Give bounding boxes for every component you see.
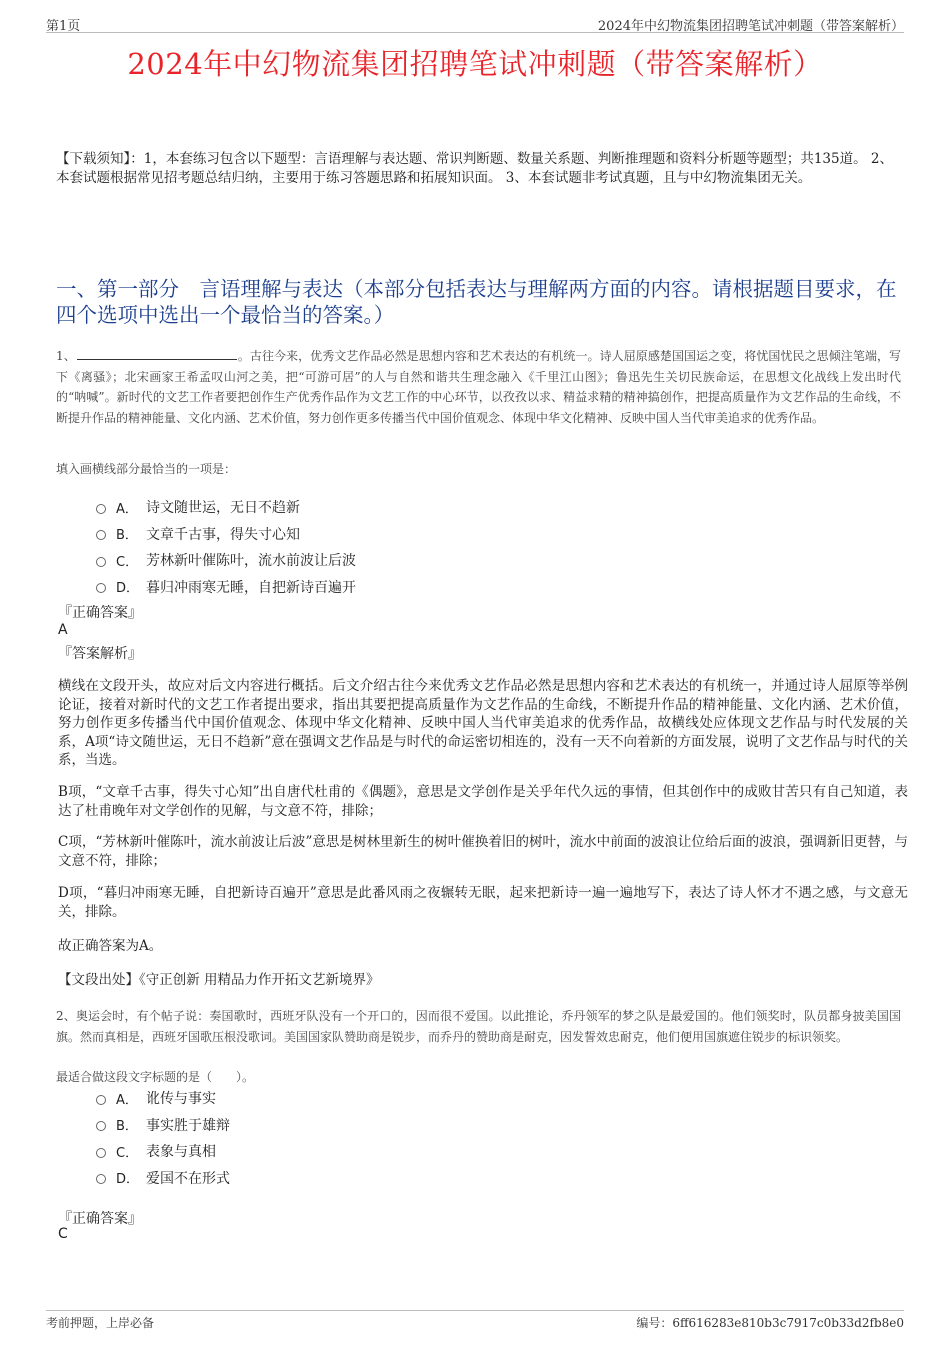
radio-icon[interactable] bbox=[96, 1095, 106, 1105]
analysis-paragraph: C项，“芳林新叶催陈叶，流水前波让后波”意思是树林里新生的树叶催换着旧的树叶，流水中前面的波浪让位给后面的波浪，强调新旧更替，与文意不符，排除； bbox=[58, 834, 908, 869]
question-1-prompt: 填入画横线部分最恰当的一项是： bbox=[56, 462, 237, 476]
option-letter: A． bbox=[116, 1092, 138, 1108]
question-number: 1、 bbox=[56, 349, 76, 363]
option-text: 表象与真相 bbox=[146, 1144, 216, 1161]
option-text: 诗文随世运，无日不趋新 bbox=[146, 500, 300, 517]
radio-icon[interactable] bbox=[96, 1174, 106, 1184]
option-letter: B． bbox=[116, 1119, 138, 1135]
footer-slogan: 考前押题，上岸必备 bbox=[46, 1316, 155, 1330]
question-2-options bbox=[96, 1085, 230, 1191]
option-d[interactable] bbox=[96, 1165, 230, 1192]
correct-answer: A bbox=[58, 622, 68, 638]
option-text: 爱国不在形式 bbox=[146, 1170, 230, 1187]
source-citation: 【文段出处】《守正创新 用精品力作开拓文艺新境界》 bbox=[58, 972, 380, 988]
analysis-conclusion: 故正确答案为A。 bbox=[58, 938, 163, 954]
radio-icon[interactable] bbox=[96, 557, 106, 567]
question-1-text bbox=[56, 346, 901, 428]
option-letter: D． bbox=[116, 581, 140, 597]
option-letter: A． bbox=[116, 501, 138, 517]
option-text: 讹传与事实 bbox=[146, 1091, 216, 1108]
footer-serial-number: 编号：6ff616283e810b3c7917c0b33d2fb8e0 bbox=[636, 1316, 904, 1330]
option-letter: B． bbox=[116, 528, 138, 544]
question-passage: 。古往今来，优秀文艺作品必然是思想内容和艺术表达的有机统一。诗人屈原感楚国国运之变，将忧国忧民之思倾注笔端，写下《离骚》；北宋画家王希孟叹山河之美，把“可游可居”的人与自然和谐共生理念融入《千里江山图》；鲁迅先生关切民族命运，在思想文化战线上发出时代的“呐喊”。新时代的文艺工作者要把创作生产优秀作品作为文艺工作的中心环节，以孜孜以求、精益求精的精神搞创作，把提高质量作为文艺作品的生命线，不断提升作品的精神能量、文化内涵、艺术价值，努力创作更多传播当代中国价值观念、体现中华文化精神、反映中国人当代审美追求的优秀作品。 bbox=[56, 349, 901, 425]
analysis-paragraph: D项，“暮归冲雨寒无睡，自把新诗百遍开”意思是此番风雨之夜辗转无眠，起来把新诗一遍一遍地写下，表达了诗人怀才不遇之感，与文意无关，排除。 bbox=[58, 885, 908, 920]
option-letter: C． bbox=[116, 554, 139, 570]
analysis-paragraph: 横线在文段开头，故应对后文内容进行概括。后文介绍古往今来优秀文艺作品必然是思想内容和艺术表达的有机统一，并通过诗人屈原等举例论证，接着对新时代的文艺工作者提出要求，指出其要把提高质量作为文艺作品的生命线，不断提升作品的精神能量、文化内涵、艺术价值，努力创作更多传播当代中国价值观念、体现中华文化精神、反映中国人当代审美追求的优秀作品，故横线处应体现文艺作品与时代发展的关系，A项“诗文随世运，无日不趋新”意在强调文艺作品是与时代的命运密切相连的，没有一天不向着新的方面发展，说明了文艺作品与时代的关系，当选。 bbox=[58, 678, 908, 768]
option-b[interactable] bbox=[96, 521, 356, 548]
header-doc-title: 2024年中幻物流集团招聘笔试冲刺题（带答案解析） bbox=[597, 19, 904, 34]
page-title: 2024年中幻物流集团招聘笔试冲刺题（带答案解析） bbox=[127, 47, 823, 81]
analysis-label: 『答案解析』 bbox=[58, 646, 142, 662]
correct-answer-label: 『正确答案』 bbox=[58, 1211, 142, 1227]
page-number: 第1页 bbox=[46, 19, 81, 34]
header-divider bbox=[46, 32, 904, 33]
option-letter: D． bbox=[116, 1172, 140, 1188]
fill-blank-line bbox=[77, 347, 237, 360]
correct-answer-label: 『正确答案』 bbox=[58, 605, 142, 621]
question-2-text: 2、奥运会时，有个帖子说：奏国歌时，西班牙队没有一个开口的，因而很不爱国。以此推论，乔丹领军的梦之队是最爱国的。他们领奖时，队员都身披美国国旗。然而真相是，西班牙国歌压根没歌词。美国国家队赞助商是锐步，而乔丹的赞助商是耐克，因发誓效忠耐克，他们便用国旗遮住锐步的标识领奖。 bbox=[56, 1009, 901, 1044]
option-b[interactable] bbox=[96, 1112, 230, 1139]
footer-divider bbox=[46, 1310, 904, 1311]
option-text: 事实胜于雄辩 bbox=[146, 1117, 230, 1134]
question-2-prompt: 最适合做这段文字标题的是（ ）。 bbox=[56, 1070, 255, 1084]
download-notice: 【下载须知】：1，本套练习包含以下题型：言语理解与表达题、常识判断题、数量关系题、判断推理题和资料分析题等题型；共135道。 2、本套试题根据常见招考题总结归纳，主要用于练习答题思路和拓展知识面。 3、本套试题非考试真题，且与中幻物流集团无关。 bbox=[56, 151, 893, 186]
option-d[interactable] bbox=[96, 574, 356, 601]
radio-icon[interactable] bbox=[96, 1148, 106, 1158]
section-heading: 一、第一部分 言语理解与表达（本部分包括表达与理解两方面的内容。请根据题目要求，在四个选项中选出一个最恰当的答案。） bbox=[56, 277, 897, 327]
radio-icon[interactable] bbox=[96, 1121, 106, 1131]
radio-icon[interactable] bbox=[96, 583, 106, 593]
option-a[interactable] bbox=[96, 1085, 230, 1112]
analysis-paragraph: B项，“文章千古事，得失寸心知”出自唐代杜甫的《偶题》，意思是文学创作是关乎年代久远的事情，但其创作中的成败甘苦只有自己知道，表达了杜甫晚年对文学创作的见解，与文意不符，排除； bbox=[58, 784, 908, 819]
option-text: 文章千古事，得失寸心知 bbox=[146, 526, 300, 543]
option-text: 芳林新叶催陈叶，流水前波让后波 bbox=[146, 553, 356, 570]
radio-icon[interactable] bbox=[96, 504, 106, 514]
option-c[interactable] bbox=[96, 1138, 230, 1165]
option-text: 暮归冲雨寒无睡，自把新诗百遍开 bbox=[146, 579, 356, 596]
option-a[interactable] bbox=[96, 494, 356, 521]
question-1-options bbox=[96, 494, 356, 600]
radio-icon[interactable] bbox=[96, 530, 106, 540]
option-letter: C． bbox=[116, 1145, 139, 1161]
option-c[interactable] bbox=[96, 547, 356, 574]
correct-answer: C bbox=[58, 1226, 68, 1242]
